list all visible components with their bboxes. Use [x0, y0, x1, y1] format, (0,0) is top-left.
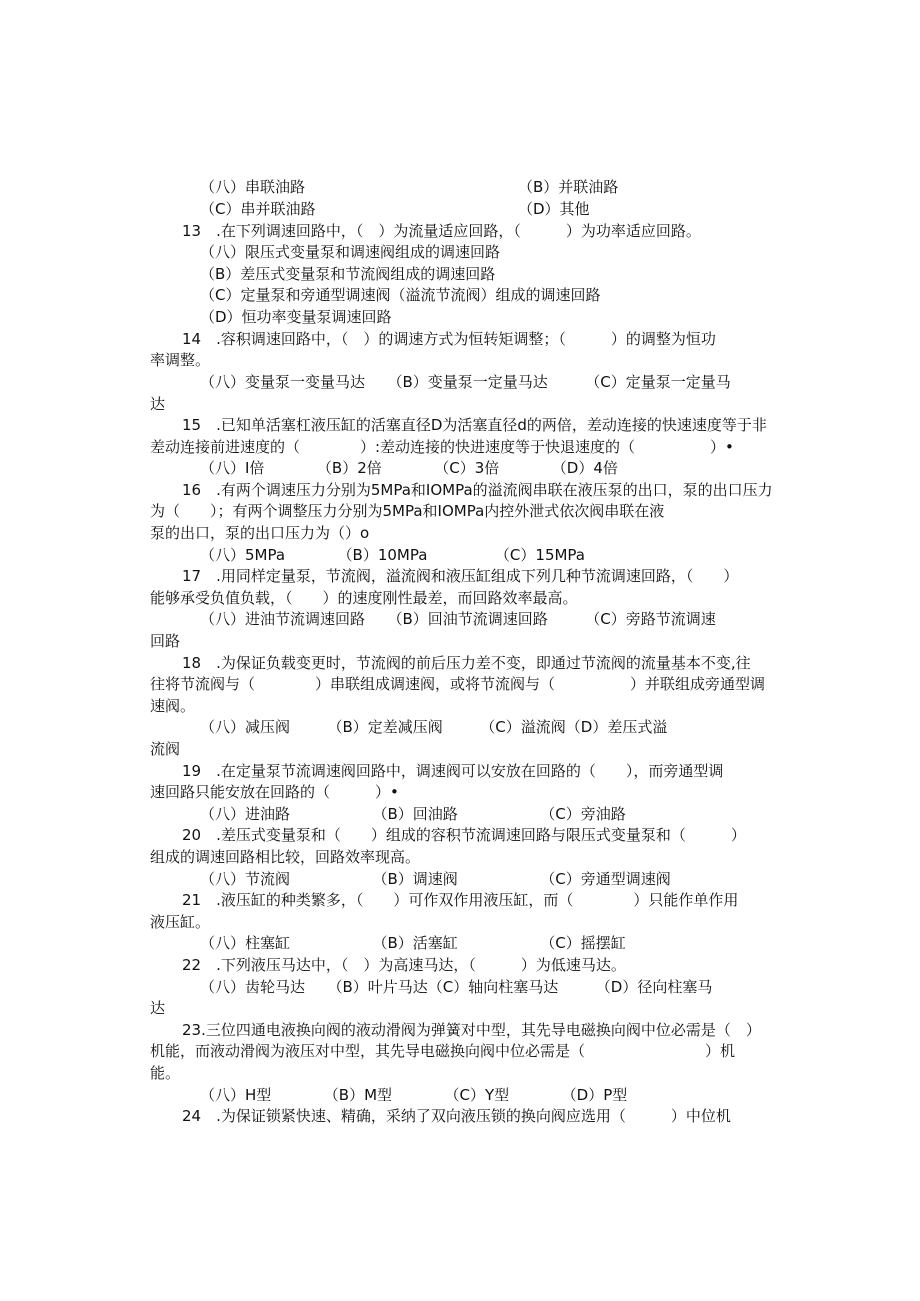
text-line: 13 .在下列调速回路中，（ ）为流量适应回路，（ ）为功率适应回路。: [182, 222, 701, 240]
text-line: 16 .有两个调速压力分别为5MPa和IOMPa的溢流阀串联在液压泵的出口，泵的出口压力: [182, 481, 773, 499]
text-line: （八）减压阀 （B）定差减压阀 （C）溢流阀（D）差压式溢: [200, 718, 668, 736]
text-line: （八）进油路 （B）回油路 （C）旁油路: [200, 805, 626, 823]
text-line: 21 .液压缸的种类繁多，（ ）可作双作用液压缸，而（ ）只能作单作用: [182, 891, 739, 909]
text-line: （八）节流阀 （B）调速阀 （C）旁通型调速阀: [200, 870, 671, 888]
text-line: （八）I倍 （B）2倍 （C）3倍 （D）4倍: [200, 459, 618, 477]
text-line: 机能，而液动滑阀为液压对中型，其先导电磁换向阀中位必需是（ ）机: [150, 1042, 736, 1060]
text-line: （C）定量泵和旁通型调速阀（溢流节流阀）组成的调速回路: [200, 286, 601, 304]
text-line: 19 .在定量泵节流调速阀回路中，调速阀可以安放在回路的（ ），而旁通型调: [182, 762, 724, 780]
text-line: 23.三位四通电液换向阀的液动滑阀为弹簧对中型，其先导电磁换向阀中位必需是（ ）: [182, 1021, 761, 1039]
text-line: （八）柱塞缸 （B）活塞缸 （C）摇摆缸: [200, 934, 626, 952]
text-line: 20 .差压式变量泵和（ ）组成的容积节流调速回路与限压式变量泵和（ ）: [182, 826, 746, 844]
text-line: 液压缸。: [150, 913, 211, 931]
text-line: 为（ ）；有两个调整压力分别为5MPa和IOMPa内控外泄式依次阀串联在液: [150, 502, 665, 520]
text-line: （D）其他: [518, 200, 590, 218]
text-line: 差动连接前进速度的（ ）:差动连接的快进速度等于快退速度的（ ）•: [150, 438, 734, 456]
text-line: 24 .为保证锁紧快速、精确，采纳了双向液压锁的换向阀应选用（ ）中位机: [182, 1107, 731, 1125]
text-line: （八）齿轮马达 （B）叶片马达（C）轴向柱塞马达 （D）径向柱塞马: [200, 978, 713, 996]
text-line: 率调整。: [150, 351, 211, 369]
text-line: 达: [150, 395, 166, 413]
text-line: 泵的出口，泵的出口压力为（）o: [150, 524, 370, 542]
text-line: 回路: [150, 632, 181, 650]
text-line: 能。: [150, 1064, 181, 1082]
text-line: （八）限压式变量泵和调速阀组成的调速回路: [200, 243, 501, 261]
text-line: 能够承受负值负载，（ ）的速度刚性最差，而回路效率最高。: [150, 589, 578, 607]
text-line: 组成的调速回路相比较，回路效率现高。: [150, 848, 421, 866]
text-line: （B）差压式变量泵和节流阀组成的调速回路: [200, 265, 496, 283]
text-line: 17 .用同样定量泵，节流阀，溢流阀和液压缸组成下列几种节流调速回路，（ ）: [182, 567, 739, 585]
text-line: 22 .下列液压马达中，（ ）为高速马达，（ ）为低速马达。: [182, 956, 626, 974]
text-line: （八）进油节流调速回路 （B）回油节流调速回路 （C）旁路节流调速: [200, 610, 716, 628]
text-line: 速阀。: [150, 697, 196, 715]
text-line: （D）恒功率变量泵调速回路: [200, 308, 392, 326]
text-line: （八）串联油路: [200, 178, 306, 196]
text-line: （C）串并联油路: [200, 200, 316, 218]
text-line: 速回路只能安放在回路的（ ）•: [150, 783, 399, 801]
text-line: 往将节流阀与（ ）串联组成调速阀，或将节流阀与（ ）并联组成旁通型调: [150, 675, 766, 693]
text-line: （八）H型 （B）M型 （C）Y型 （D）P型: [200, 1086, 628, 1104]
text-line: 18 .为保证负载变更时，节流阀的前后压力差不变，即通过节流阀的流量基本不变,往: [182, 654, 751, 672]
text-line: （八）5MPa （B）10MPa （C）15MPa: [200, 546, 585, 564]
text-line: （B）并联油路: [518, 178, 619, 196]
text-line: 达: [150, 999, 166, 1017]
text-line: 15 .已知单活塞杠液压缸的活塞直径D为活塞直径d的两倍，差动连接的快速速度等于非: [182, 416, 767, 434]
text-line: （八）变量泵一变量马达 （B）变量泵一定量马达 （C）定量泵一定量马: [200, 373, 731, 391]
text-line: 14 .容积调速回路中，（ ）的调速方式为恒转矩调整；（ ）的调整为恒功: [182, 330, 716, 348]
text-line: 流阀: [150, 740, 181, 758]
